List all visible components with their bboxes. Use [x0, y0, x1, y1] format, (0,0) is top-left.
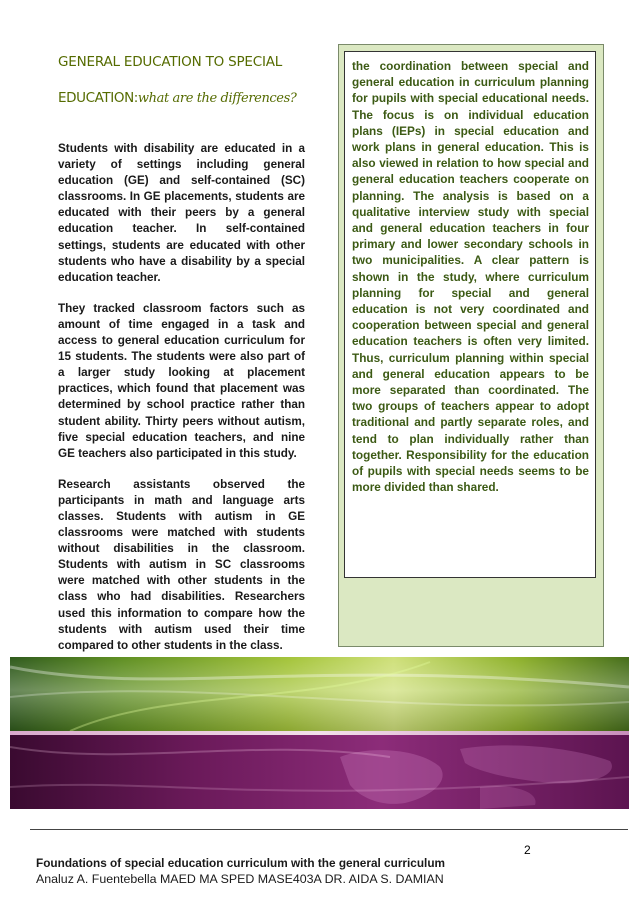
- page-number: 2: [524, 843, 531, 857]
- left-paragraph-3: Research assistants observed the participants in math and language arts classes. Students with autism in GE classrooms were matched with students without disabilities in the classroom. Students with autism in SC classrooms were matched with other students in the class who had disabilities. Researchers used this information to compare how the students with autism used their time compared to other students in the class.: [58, 477, 305, 652]
- left-column: [58, 141, 305, 669]
- page-heading-line2: [58, 90, 328, 106]
- page-heading-line1: GENERAL EDUCATION TO SPECIAL: [58, 54, 283, 70]
- left-paragraph-2: They tracked classroom factors such as amount of time engaged in a task and access to general education curriculum for 15 students. The students were also part of a larger study looking at placement practices, which found that placement was determined by school practice rather than student ability. Thirty peers without autism, five special education teachers, and nine GE teachers also participated in this study.: [58, 301, 305, 460]
- heading-subtitle: what are the differences?: [137, 91, 297, 106]
- footer-course-title: Foundations of special education curriculum with the general curriculum: [36, 856, 446, 870]
- sidebar-text-box: [344, 51, 596, 578]
- decorative-banner: [10, 657, 629, 809]
- sidebar-text: the coordination between special and general education in curriculum planning for pupils with special educational needs. The focus is on individual education plans (IEPs) in special education and work plans in general education. This is also viewed in relation to how special and general education teachers cooperate on planning. The analysis is based on a qualitative interview study with special and general education teachers in four primary and lower secondary schools in two municipalities. A clear pattern is shown in the study, where curriculum planning for special and general education is not very coordinated and cooperation between special and general education teachers is often very limited. Thus, curriculum planning within special and general education appears to be more separated than coordinated. The two groups of teachers appear to adopt traditional and partly separate roles, and tend to plan individually rather than together. Responsibility for the education of pupils with special needs seems to be more divided than shared.: [352, 59, 589, 495]
- footer-rule: [30, 829, 628, 830]
- heading-main: EDUCATION:: [58, 90, 138, 106]
- left-paragraph-1: Students with disability are educated in a variety of settings including general education (GE) and self-contained (SC) classrooms. In GE placements, students are educated with their peers by a general education teacher. In self-contained settings, students are educated with other students who have a disability by a special education teacher.: [58, 142, 305, 284]
- banner-world-map-shapes: [10, 657, 629, 809]
- footer-author-line: Analuz A. Fuentebella MAED MA SPED MASE403A DR. AIDA S. DAMIAN: [36, 872, 444, 886]
